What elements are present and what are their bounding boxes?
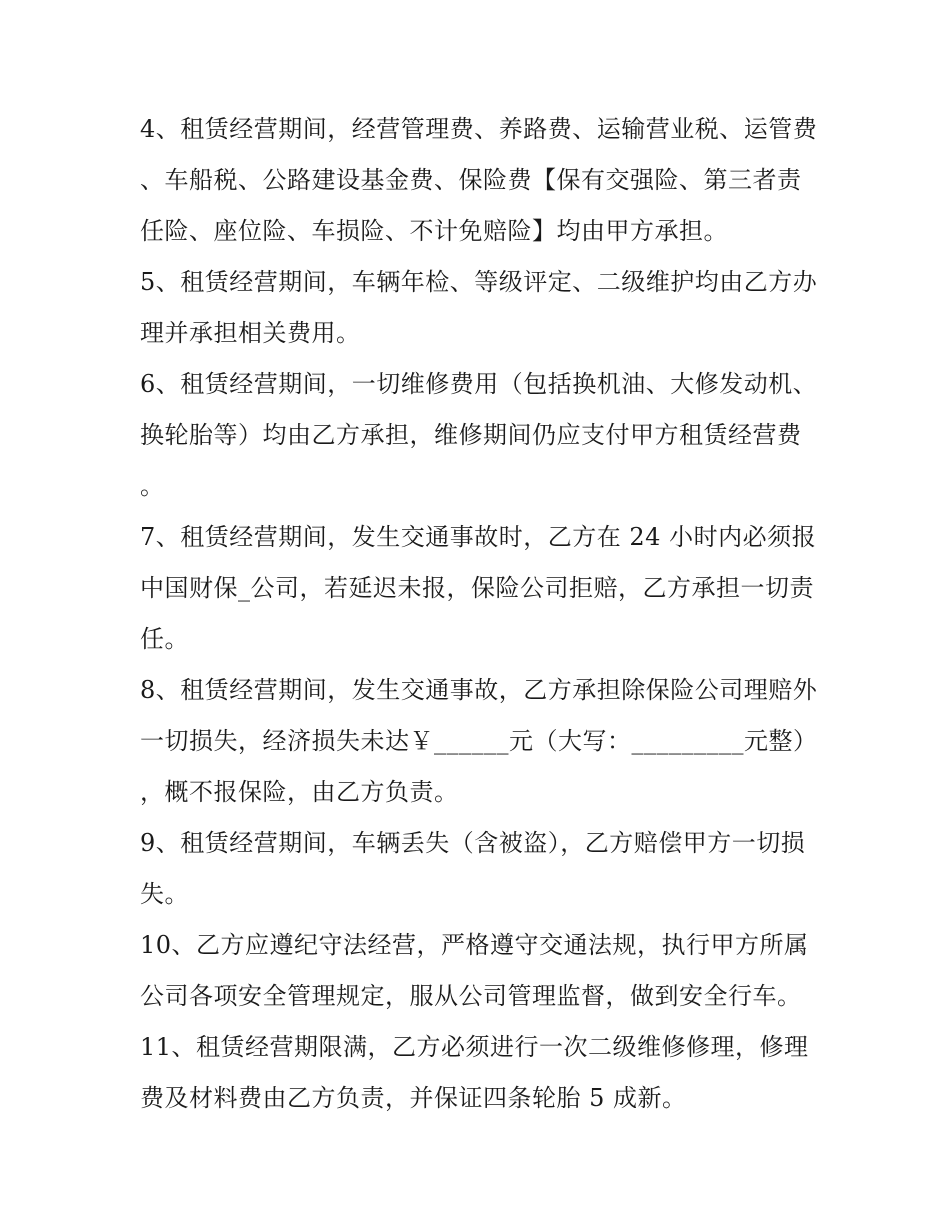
clause-10: 10、乙方应遵纪守法经营，严格遵守交通法规，执行甲方所属公司各项安全管理规定，服从公司管理监督，做到安全行车。 — [140, 931, 809, 1010]
clause-5: 5、租赁经营期间，车辆年检、等级评定、二级维护均由乙方办理并承担相关费用。 — [140, 268, 818, 347]
clause-6: 6、租赁经营期间，一切维修费用（包括换机油、大修发动机、换轮胎等）均由乙方承担，维修期间仍应支付甲方租赁经营费。 — [140, 370, 818, 500]
contract-clauses — [140, 104, 820, 1124]
clause-8: 8、租赁经营期间，发生交通事故，乙方承担除保险公司理赔外一切损失，经济损失未达￥______元（大写：_________元整），概不报保险，由乙方负责。 — [140, 676, 818, 806]
clause-7: 7、租赁经营期间，发生交通事故时，乙方在 24 小时内必须报中国财保_公司，若延迟未报，保险公司拒赔，乙方承担一切责任。 — [140, 523, 817, 653]
clause-11: 11、租赁经营期限满，乙方必须进行一次二级维修修理，修理费及材料费由乙方负责，并保证四条轮胎 5 成新。 — [140, 1033, 809, 1112]
clause-9: 9、租赁经营期间，车辆丢失（含被盗），乙方赔偿甲方一切损失。 — [140, 829, 806, 908]
clause-4: 4、租赁经营期间，经营管理费、养路费、运输营业税、运管费、车船税、公路建设基金费、保险费【保有交强险、第三者责任险、座位险、车损险、不计免赔险】均由甲方承担。 — [140, 115, 818, 245]
